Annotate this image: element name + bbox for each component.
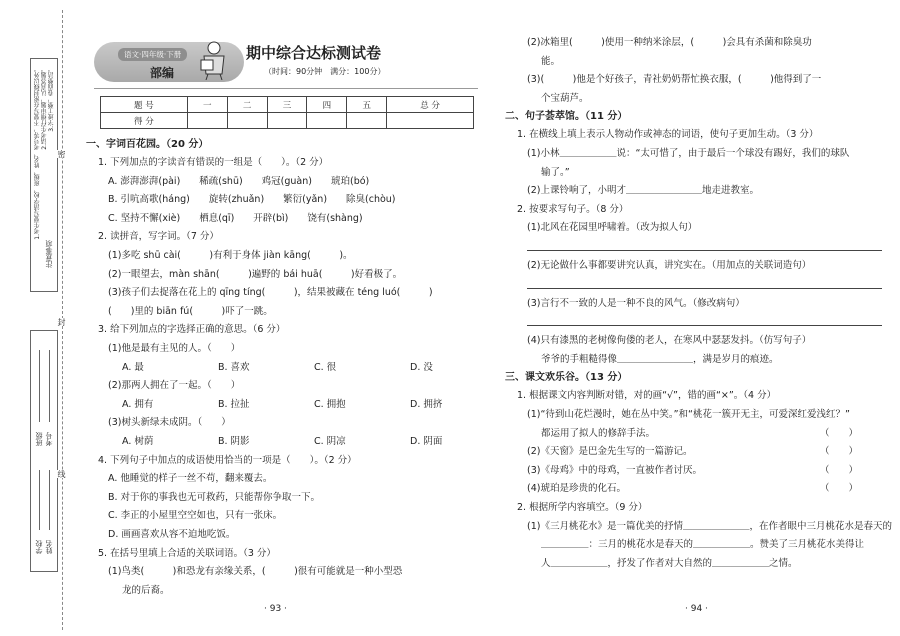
question-line: 爷爷的手粗糙得像＿＿＿＿＿＿＿＿，满是岁月的痕迹。	[541, 353, 779, 365]
field-school-line[interactable]	[39, 470, 40, 530]
question-line: C. 坚持不懈(xiè) 栖息(qī) 开辟(bì) 饶有(shàng)	[108, 212, 363, 224]
score-header-row	[101, 97, 474, 113]
option-a: A. 树荫	[122, 436, 154, 447]
question-line: 2. 读拼音，写字词。（7 分）	[98, 231, 219, 243]
score-cell[interactable]: 得 分	[101, 113, 188, 129]
question-line: A. 澎湃澎湃(pài) 稀疏(shū) 鸡冠(guàn) 琥珀(bó)	[108, 175, 370, 187]
question-line: (2)《天窗》是巴金先生写的一篇游记。	[527, 446, 693, 458]
section-heading: 二、句子荟萃馆。（11 分）	[505, 111, 628, 123]
option-b: B. 喜欢	[218, 361, 250, 373]
question-line: (1)小林＿＿＿＿＿＿说：“太可惜了，由于最后一个球没有踢好，我们的球队	[527, 148, 850, 159]
page-title: 期中综合达标测试卷	[246, 44, 382, 62]
question-line: (4)琥珀是珍贵的化石。	[527, 483, 626, 495]
score-cell[interactable]	[187, 113, 227, 129]
score-header-cell: 一	[187, 97, 227, 113]
left-page	[86, 0, 486, 636]
edition-label: 部编	[150, 66, 175, 80]
seal-word-1: 密	[57, 150, 66, 158]
question-line: (1)“待到山花烂漫时，她在丛中笑。”和“桃花一簇开无主，可爱深红爱浅红？”	[527, 409, 850, 420]
page-number-left: · 93 ·	[264, 604, 287, 614]
score-header-cell: 总 分	[387, 97, 474, 113]
question-line: (1)他是最有主见的人。（ ）	[108, 343, 241, 354]
question-line: (1)《三月桃花水》是一篇优美的抒情＿＿＿＿＿＿＿，在作者眼中三月桃花水是春天的	[527, 520, 892, 532]
field-name: 姓名	[45, 540, 53, 554]
header-rule	[94, 88, 478, 89]
option-d: D. 拥挤	[410, 398, 443, 410]
question-line: 2. 按要求写句子。（8 分）	[517, 203, 629, 215]
exam-header	[86, 38, 486, 92]
section-heading: 三、课文欢乐谷。（13 分）	[505, 372, 628, 384]
question-line: 1. 根据课文内容判断对错，对的画“√”，错的画“×”。（4 分）	[517, 390, 777, 402]
question-line: 能。	[541, 55, 561, 67]
question-line: B. 对于你的事我也无可救药，只能帮你争取一下。	[108, 491, 321, 503]
notice-line-1: 1.考生要写清学校、班级、姓名、考号等，不要写在密封线以外。	[34, 66, 41, 240]
score-header-cell: 四	[307, 97, 347, 113]
notice-line-2: 2.请考生仔细审题，认真答题。	[41, 66, 48, 150]
score-value-row	[101, 113, 474, 129]
question-line: (3)孩子们去捉落在花上的 qīng tíng( )，结果被藏在 téng luó( )	[108, 287, 433, 299]
field-number: 考号	[45, 432, 53, 446]
question-line: B. 引吭高歌(háng) 旋转(zhuǎn) 繁衍(yǎn) 除臭(chòu)	[108, 194, 396, 206]
exam-meta: （时间：90分钟 满分：100分）	[264, 67, 386, 76]
option-a: A. 拥有	[122, 398, 154, 410]
page-number-right: · 94 ·	[685, 604, 708, 614]
score-header-cell: 二	[227, 97, 267, 113]
judge-bracket[interactable]: （ ）	[820, 427, 859, 439]
option-d: D. 阴面	[410, 436, 443, 447]
question-line: 人＿＿＿＿＿＿，抒发了作者对大自然的＿＿＿＿＿＿之情。	[541, 557, 798, 569]
question-line: (1)多吃 shū cài( )有利于身体 jiàn kāng( )。	[108, 250, 353, 261]
seal-word-3: 线	[57, 470, 66, 478]
question-line: ＿＿＿＿＿：三月的桃花水是春天的＿＿＿＿＿＿。赞美了三月桃花水美得让	[541, 539, 865, 551]
notice-title: 注意事项	[45, 240, 53, 268]
field-school: 学校	[35, 540, 43, 554]
score-table	[100, 96, 474, 129]
judge-bracket[interactable]: （ ）	[820, 483, 859, 495]
student-reading-icon	[198, 40, 228, 80]
score-cell[interactable]	[387, 113, 474, 129]
section-heading: 一、字词百花园。（20 分）	[86, 139, 209, 150]
option-b: B. 阴影	[218, 436, 250, 447]
seal-word-2: 封	[57, 318, 66, 326]
question-line: (3)言行不一致的人是一种不良的风气。（修改病句）	[527, 297, 745, 309]
question-line: 输了。”	[541, 166, 570, 178]
question-line: 2. 根据所学内容填空。（9 分）	[517, 502, 648, 513]
question-line: (2)一眼望去，màn shān( )遍野的 bái huā( )好看极了。	[108, 268, 403, 280]
field-number-line[interactable]	[49, 350, 50, 422]
question-line: 4. 下列句子中加点的成语使用恰当的一项是（ ）。（2 分）	[98, 454, 357, 466]
score-header-cell: 三	[267, 97, 307, 113]
question-line: D. 画画喜欢从容不迫地吃饭。	[108, 529, 236, 540]
score-cell[interactable]	[307, 113, 347, 129]
option-c: C. 很	[314, 361, 337, 373]
question-line: 个宝葫芦。	[541, 92, 589, 104]
question-line: 5. 在括号里填上合适的关联词语。（3 分）	[98, 547, 276, 559]
question-line: (3)( )他是个好孩子，青社奶奶帮忙换衣服，( )他得到了一	[527, 74, 822, 86]
score-cell[interactable]	[227, 113, 267, 129]
question-line: (1)鸟类( )和恐龙有亲缘关系，( )很有可能就是一种小型恐	[108, 566, 403, 578]
field-class: 班级	[35, 432, 43, 446]
question-line: (4)只有漆黑的老树像佝偻的老人，在寒风中瑟瑟发抖。（仿写句子）	[527, 335, 812, 347]
score-cell[interactable]	[347, 113, 387, 129]
score-cell[interactable]	[267, 113, 307, 129]
judge-bracket[interactable]: （ ）	[820, 446, 859, 458]
student-info-box	[30, 330, 58, 572]
question-line: 都运用了拟人的修辞手法。	[541, 427, 656, 439]
score-header-cell: 五	[347, 97, 387, 113]
series-label: 语文·四年级·下册	[118, 48, 187, 61]
question-line: 龙的后裔。	[122, 584, 170, 596]
question-line: 3. 给下列加点的字选择正确的意思。（6 分）	[98, 324, 286, 336]
option-c: C. 拥抱	[314, 398, 346, 410]
question-line: (2)那两人拥在了一起。（ ）	[108, 380, 241, 392]
answer-line[interactable]	[527, 325, 882, 326]
score-header-cell: 题 号	[101, 97, 188, 113]
question-line: (1)北风在花园里呼啸着。（改为拟人句）	[527, 222, 698, 234]
question-line: (2)上课铃响了，小明才＿＿＿＿＿＿＿＿地走进教室。	[527, 185, 759, 197]
option-b: B. 拉扯	[218, 398, 250, 410]
question-line: 1. 下列加点的字读音有错误的一组是（ ）。（2 分）	[98, 157, 329, 168]
binding-strip	[0, 0, 84, 636]
field-class-line[interactable]	[39, 350, 40, 422]
option-d: D. 没	[410, 361, 433, 373]
option-a: A. 最	[122, 361, 144, 373]
question-line: (2)冰箱里( )使用一种纳米涂层，( )会具有杀菌和除臭功	[527, 37, 812, 48]
question-line: (3)树头新绿未成阴。（ ）	[108, 417, 231, 429]
question-line: 1. 在横线上填上表示人物动作或神态的词语，使句子更加生动。（3 分）	[517, 129, 819, 141]
right-page	[505, 0, 890, 636]
question-line: C. 李正的小屋里空空如也，只有一张床。	[108, 510, 283, 522]
option-c: C. 阴凉	[314, 436, 346, 447]
question-line: (3)《母鸡》中的母鸡，一直被作者讨厌。	[527, 464, 702, 476]
question-line: ( )里的 biān fú( )吓了一跳。	[108, 305, 273, 317]
question-line: (2)无论做什么事都要讲究认真，讲究实在。（用加点的关联词造句）	[527, 260, 812, 271]
notice-line-3: 3.字迹工整，卷面整洁。	[48, 66, 55, 132]
answer-line[interactable]	[527, 288, 882, 289]
answer-line[interactable]	[527, 250, 882, 251]
question-line: A. 他睡觉的样子一丝不苟，翻来覆去。	[108, 473, 273, 485]
judge-bracket[interactable]: （ ）	[820, 464, 859, 476]
field-name-line[interactable]	[49, 470, 50, 530]
